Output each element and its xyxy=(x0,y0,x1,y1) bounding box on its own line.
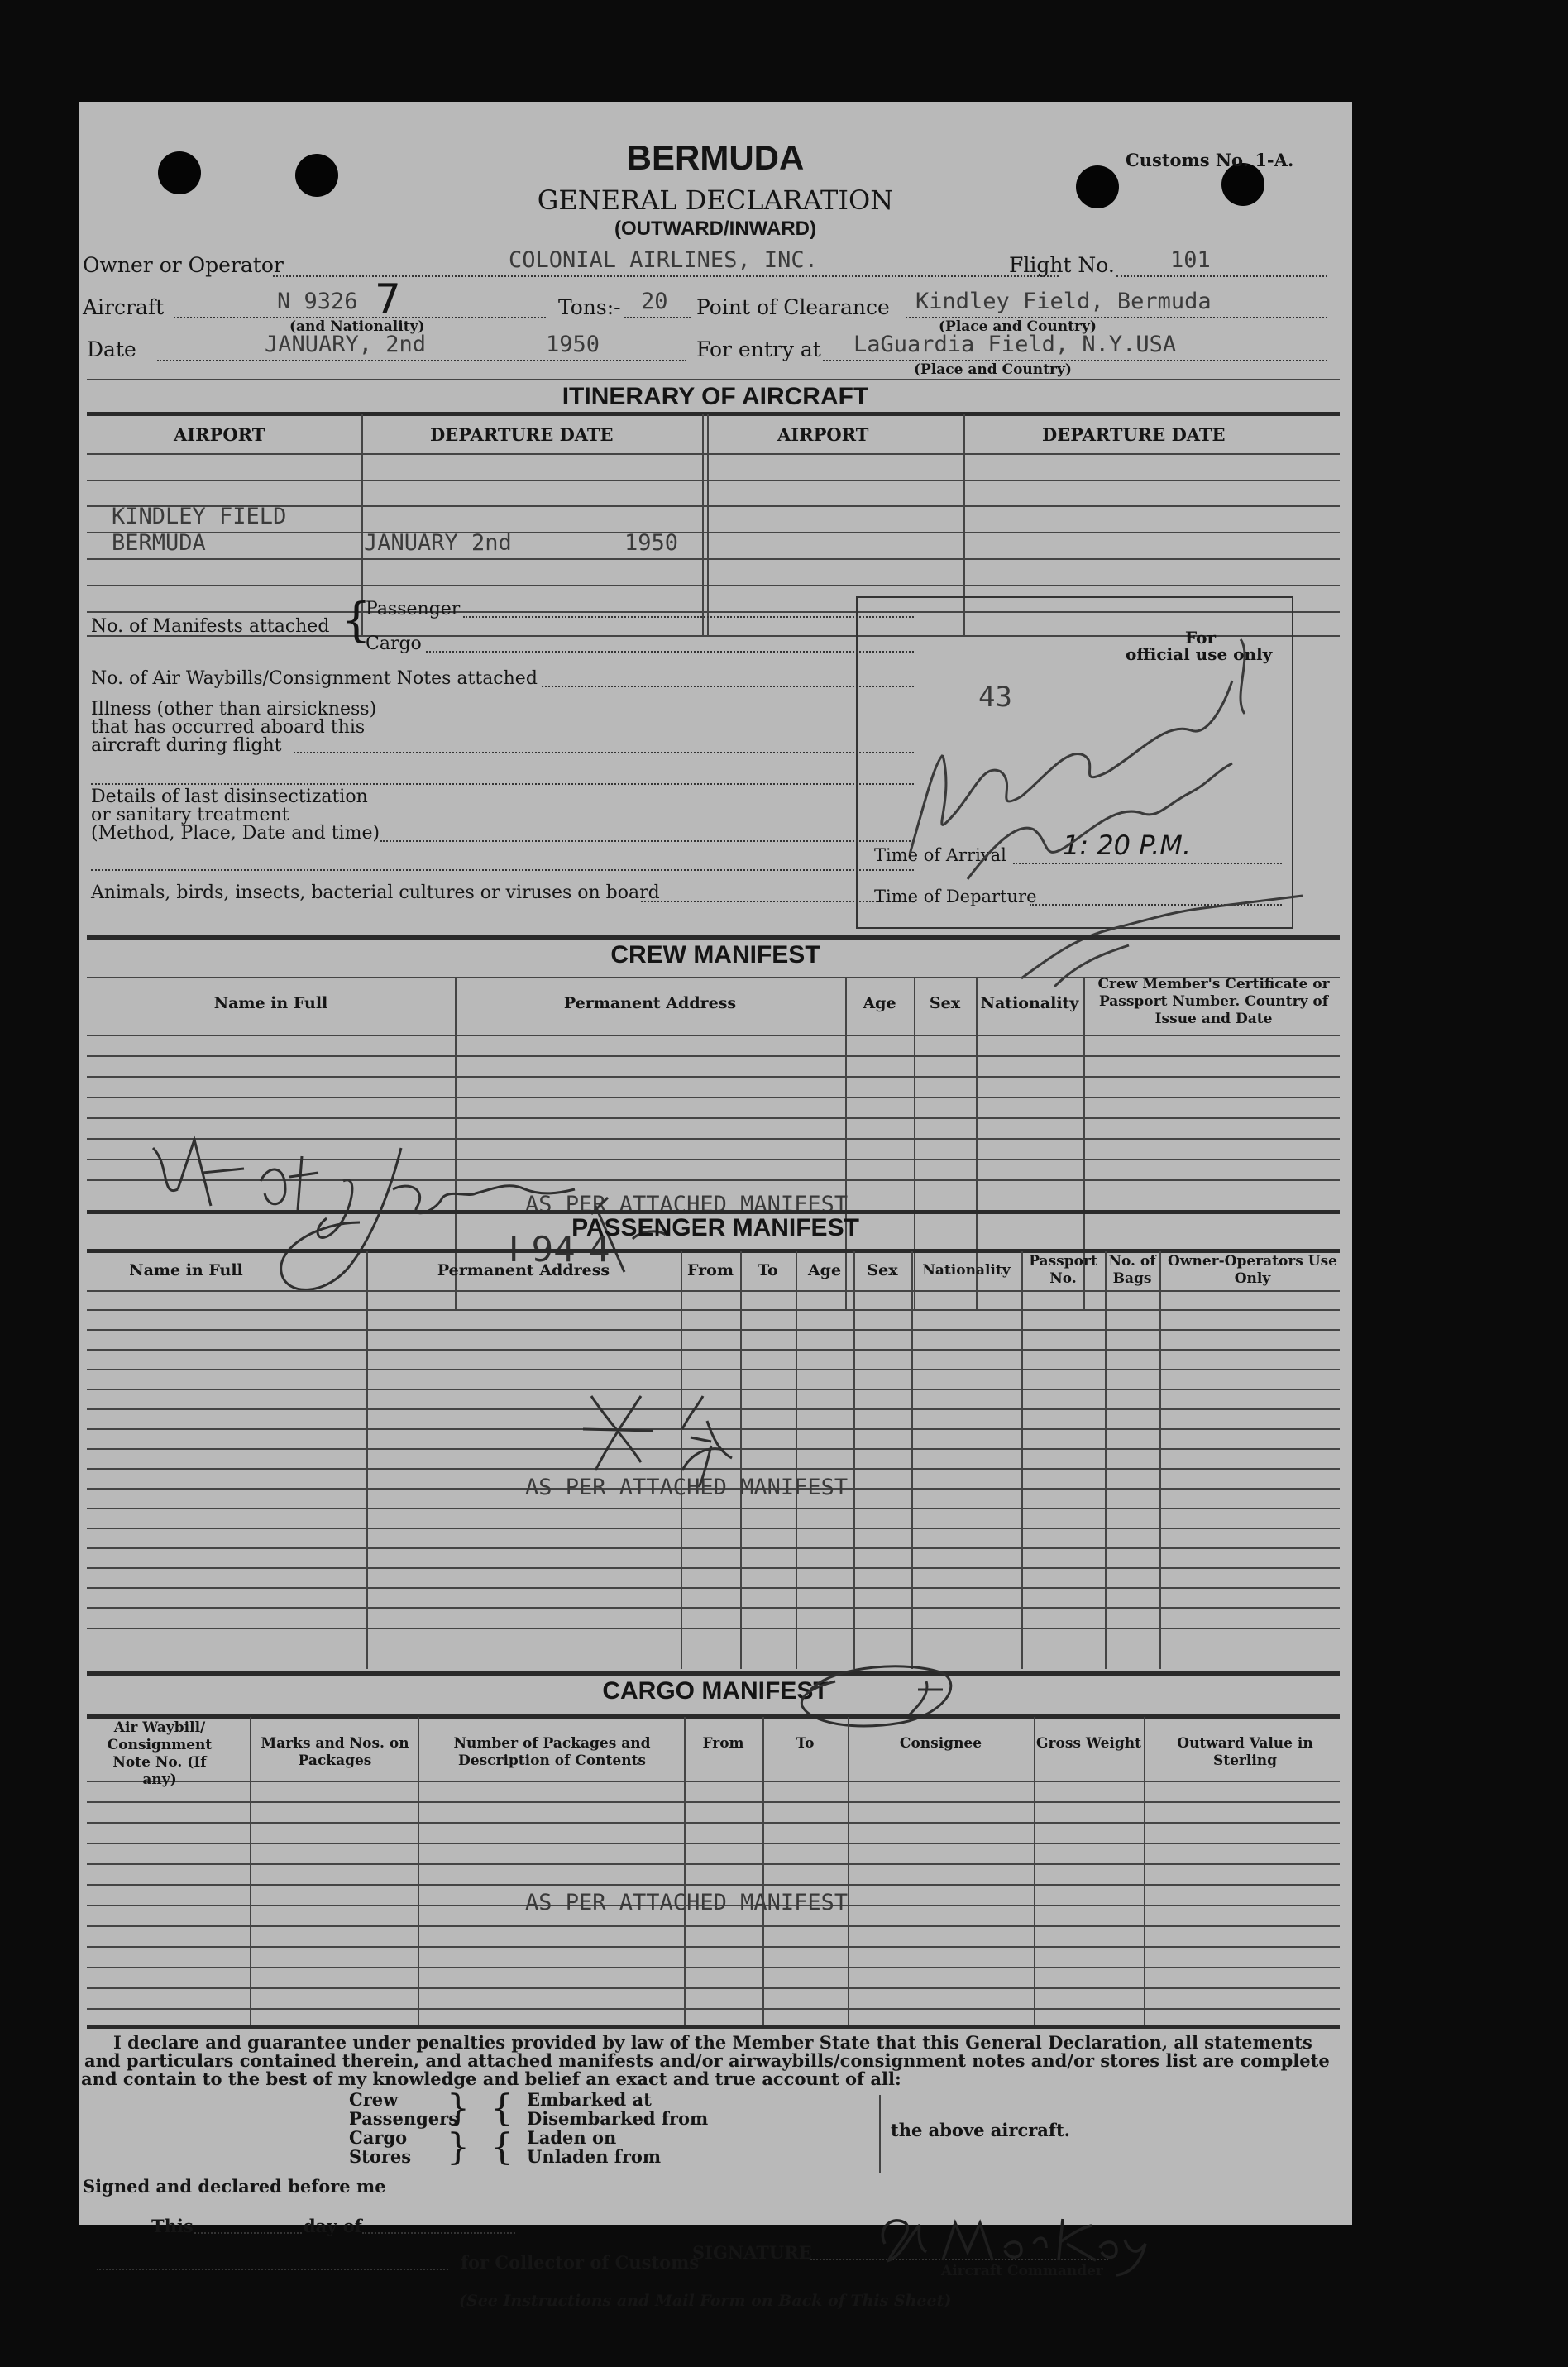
date-line xyxy=(157,360,686,361)
column-rule xyxy=(250,1717,251,2025)
official-label: official use only xyxy=(1126,644,1273,664)
decl-laden: Laden on xyxy=(527,2127,617,2148)
divider xyxy=(87,412,1340,416)
date-value: JANUARY, 2nd xyxy=(265,332,427,357)
divider xyxy=(87,379,1340,380)
column-rule xyxy=(684,1717,686,2025)
illness-line xyxy=(91,783,914,785)
entry-value: LaGuardia Field, N.Y.USA xyxy=(853,332,1177,357)
aircraft-handwritten-digit: 7 xyxy=(375,275,401,323)
crew-stamp-scribble xyxy=(1005,863,1319,995)
cargo-circle-scribble xyxy=(786,1657,968,1739)
column-rule xyxy=(1159,1251,1161,1669)
divider xyxy=(87,1967,1340,1968)
divider xyxy=(87,935,1340,940)
crew-entry: AS PER ATTACHED MANIFEST xyxy=(525,1192,849,1217)
passenger-line xyxy=(463,616,914,618)
arrival-label: Time of Arrival xyxy=(874,845,1006,865)
official-label: For xyxy=(1185,628,1216,648)
declaration-text: and particulars contained therein, and attached manifests and/or airwaybills/consignment notes and/or stores list are complete xyxy=(84,2050,1330,2071)
cargo-header-consignee: Consignee xyxy=(899,1735,982,1752)
column-rule xyxy=(1105,1251,1107,1669)
decl-stores: Stores xyxy=(349,2146,412,2167)
signature-label: SIGNATURE xyxy=(692,2242,812,2263)
entry-line xyxy=(823,360,1327,361)
crew-title: CREW MANIFEST xyxy=(610,941,820,968)
decl-unladen: Unladen from xyxy=(527,2146,662,2167)
passenger-header-address: Permanent Address xyxy=(437,1261,610,1279)
passenger-header-from: From xyxy=(687,1261,734,1279)
cargo-header-weight: Gross Weight xyxy=(1036,1735,1141,1752)
footer-note: (See Instructions and Mail Form on Back of This Sheet) xyxy=(459,2292,952,2310)
manifest-cargo-label: Cargo xyxy=(366,634,422,654)
collector-line xyxy=(97,2269,448,2270)
flight-line xyxy=(1116,275,1327,277)
clearance-value: Kindley Field, Bermuda xyxy=(915,289,1212,314)
form-title: GENERAL DECLARATION xyxy=(537,184,894,216)
declaration-text: I declare and guarantee under penalties provided by law of the Member State that this General Declaration, all statements xyxy=(113,2032,1312,2053)
passenger-header-age: Age xyxy=(807,1261,842,1279)
column-rule xyxy=(707,414,709,635)
passenger-header-bags: No. of Bags xyxy=(1108,1253,1156,1287)
divider xyxy=(87,532,1340,533)
cargo-header-waybill: Air Waybill/ Consignment Note No. (If any) xyxy=(107,1719,213,1788)
decl-above-aircraft: the above aircraft. xyxy=(891,2120,1070,2140)
divider xyxy=(87,1035,1340,1036)
aircraft-value: N 9326 xyxy=(277,289,358,314)
itinerary-airport-country: BERMUDA xyxy=(112,530,206,556)
divider xyxy=(87,1863,1340,1865)
brace-line xyxy=(879,2095,881,2173)
column-rule xyxy=(845,978,847,1309)
divider xyxy=(87,1628,1340,1629)
this-line xyxy=(194,2232,302,2234)
itinerary-departure-date: JANUARY 2nd xyxy=(364,530,512,556)
divider xyxy=(87,1369,1340,1370)
column-rule xyxy=(1021,1251,1023,1669)
tons-value: 20 xyxy=(641,289,668,314)
illness-line xyxy=(294,752,914,753)
divider xyxy=(87,585,1340,586)
crew-header-name: Name in Full xyxy=(213,994,328,1012)
divider xyxy=(87,1547,1340,1549)
passenger-entry: AS PER ATTACHED MANIFEST xyxy=(525,1475,849,1500)
crew-header-age: Age xyxy=(863,994,896,1012)
passenger-header-nationality: Nationality xyxy=(922,1262,1011,1279)
divider xyxy=(87,1567,1340,1569)
column-rule xyxy=(911,1251,913,1669)
entry-sublabel: (Place and Country) xyxy=(914,361,1072,378)
divider xyxy=(87,480,1340,481)
decl-collector: for Collector of Customs xyxy=(461,2252,700,2273)
divider xyxy=(87,1076,1340,1078)
decl-disembarked: Disembarked from xyxy=(527,2108,709,2129)
divider xyxy=(87,1097,1340,1098)
decl-commander: Aircraft Commander xyxy=(941,2263,1103,2279)
passenger-header-to: To xyxy=(758,1261,778,1279)
manifest-passenger-label: Passenger xyxy=(366,599,461,619)
divider xyxy=(87,1508,1340,1509)
day-line xyxy=(362,2232,515,2234)
decl-day-of: day of xyxy=(304,2216,362,2236)
departure-label: Time of Departure xyxy=(874,887,1037,906)
cargo-header-to: To xyxy=(796,1735,815,1752)
decl-embarked: Embarked at xyxy=(527,2089,652,2110)
disinsect-line xyxy=(380,840,914,842)
decl-passengers: Passengers xyxy=(349,2108,459,2129)
illness-label: aircraft during flight xyxy=(91,735,282,756)
clearance-sublabel: (Place and Country) xyxy=(939,318,1097,335)
cargo-entry: AS PER ATTACHED MANIFEST xyxy=(525,1890,849,1915)
brace: { xyxy=(490,2087,514,2130)
owner-value: COLONIAL AIRLINES, INC. xyxy=(509,247,818,273)
itinerary-header-departure: DEPARTURE DATE xyxy=(1042,424,1226,445)
column-rule xyxy=(702,414,704,635)
divider xyxy=(87,1714,1340,1719)
divider xyxy=(87,1309,1340,1311)
entry-label: For entry at xyxy=(696,337,821,361)
column-rule xyxy=(366,1251,368,1669)
cargo-header-marks: Marks and Nos. on Packages xyxy=(261,1735,409,1769)
divider xyxy=(87,2008,1340,2010)
itinerary-header-airport: AIRPORT xyxy=(777,424,869,445)
crew-header-address: Permanent Address xyxy=(563,994,737,1012)
disinsect-label: or sanitary treatment xyxy=(91,805,289,825)
divider xyxy=(87,1822,1340,1824)
passenger-title: PASSENGER MANIFEST xyxy=(571,1214,859,1241)
decl-cargo: Cargo xyxy=(349,2127,408,2148)
brace: { xyxy=(490,2126,514,2169)
column-rule xyxy=(762,1717,764,2025)
decl-signed: Signed and declared before me xyxy=(83,2176,386,2197)
cargo-header-packages: Number of Packages and Description of Contents xyxy=(453,1735,651,1769)
divider xyxy=(87,1925,1340,1927)
column-rule xyxy=(1034,1717,1035,2025)
divider xyxy=(87,1587,1340,1589)
itinerary-departure-year: 1950 xyxy=(624,530,679,556)
disinsect-line xyxy=(91,869,914,871)
arrival-value: 1: 20 P.M. xyxy=(1063,830,1192,861)
date-year: 1950 xyxy=(546,332,600,357)
divider xyxy=(87,1528,1340,1529)
divider xyxy=(87,1607,1340,1609)
divider xyxy=(87,1801,1340,1803)
divider xyxy=(87,1843,1340,1844)
owner-label: Owner or Operator xyxy=(83,253,284,277)
flight-label: Flight No. xyxy=(1009,253,1115,277)
commander-signature xyxy=(868,2202,1150,2277)
divider xyxy=(87,1946,1340,1948)
date-label: Date xyxy=(87,337,136,361)
cargo-header-value: Outward Value in Sterling xyxy=(1177,1735,1313,1769)
disinsect-label: Details of last disinsectization xyxy=(91,787,368,807)
tons-line xyxy=(624,317,691,318)
declaration-sheet xyxy=(79,102,1352,2310)
form-subtitle: (OUTWARD/INWARD) xyxy=(614,218,816,240)
passenger-header-owner-use: Owner-Operators Use Only xyxy=(1168,1253,1337,1287)
official-stamp-number: 43 xyxy=(978,681,1012,714)
decl-crew: Crew xyxy=(349,2089,399,2110)
divider xyxy=(87,2025,1340,2029)
divider xyxy=(87,1987,1340,1989)
brace: { xyxy=(342,594,371,648)
decl-this: This xyxy=(151,2216,194,2236)
crew-header-sex: Sex xyxy=(929,994,961,1012)
column-rule xyxy=(914,978,915,1309)
divider xyxy=(87,1117,1340,1119)
illness-label: Illness (other than airsickness) xyxy=(91,699,377,720)
brace: } xyxy=(447,2087,470,2130)
crew-handwritten-note: I-94-4 xyxy=(509,1229,610,1270)
itinerary-header-airport: AIRPORT xyxy=(174,424,265,445)
form-number: Customs No. 1-A. xyxy=(1126,150,1294,170)
divider xyxy=(87,1290,1340,1292)
declaration-text: and contain to the best of my knowledge and belief an exact and true account of all: xyxy=(81,2068,901,2089)
column-rule xyxy=(853,1251,855,1669)
flight-value: 101 xyxy=(1170,247,1211,273)
passenger-header-name: Name in Full xyxy=(129,1261,243,1279)
itinerary-airport: KINDLEY FIELD xyxy=(112,504,287,529)
column-rule xyxy=(796,1251,797,1669)
column-rule xyxy=(848,1717,849,2025)
crew-header-certificate: Crew Member's Certificate or Passport Number. Country of Issue and Date xyxy=(1097,976,1330,1027)
cargo-header-from: From xyxy=(702,1735,744,1752)
passenger-mark-scribble xyxy=(558,1380,765,1504)
divider xyxy=(87,1329,1340,1331)
divider xyxy=(87,1671,1340,1676)
manifests-label: No. of Manifests attached xyxy=(91,616,330,637)
passenger-header-passport: Passport No. xyxy=(1029,1253,1097,1287)
divider xyxy=(87,1349,1340,1351)
aircraft-label: Aircraft xyxy=(83,295,165,319)
itinerary-title: ITINERARY OF AIRCRAFT xyxy=(562,383,869,410)
cargo-line xyxy=(426,651,914,653)
brace: } xyxy=(447,2126,470,2169)
divider xyxy=(87,453,1340,455)
cargo-title: CARGO MANIFEST xyxy=(602,1677,829,1705)
country-title: BERMUDA xyxy=(626,138,805,177)
crew-header-nationality: Nationality xyxy=(980,994,1079,1012)
itinerary-header-departure: DEPARTURE DATE xyxy=(430,424,614,445)
divider xyxy=(87,1055,1340,1057)
disinsect-label: (Method, Place, Date and time) xyxy=(91,823,380,844)
illness-label: that has occurred aboard this xyxy=(91,717,366,738)
divider xyxy=(87,558,1340,560)
passenger-header-sex: Sex xyxy=(867,1261,898,1279)
divider xyxy=(87,1781,1340,1782)
column-rule xyxy=(418,1717,419,2025)
column-rule xyxy=(976,978,978,1309)
tons-label: Tons:- xyxy=(558,295,621,319)
clearance-label: Point of Clearance xyxy=(696,295,890,319)
waybills-label: No. of Air Waybills/Consignment Notes attached xyxy=(91,668,538,689)
animals-label: Animals, birds, insects, bacterial cultures or viruses on board xyxy=(91,882,660,903)
divider xyxy=(87,1884,1340,1886)
aircraft-sublabel: (and Nationality) xyxy=(289,318,425,335)
